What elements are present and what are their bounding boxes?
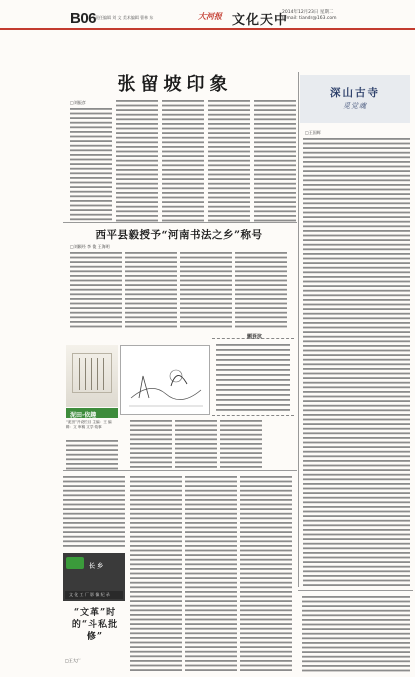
- sidebar-title: 深山古寺: [330, 87, 380, 99]
- bottom-author: □王大广: [65, 658, 81, 663]
- issue-date: 2014年12月23日 星期二: [282, 10, 334, 15]
- column-meta: “泥田”开设栏目 主编：王 编辑：文 审稿 文学·故事: [66, 420, 112, 429]
- page-number: B06: [70, 10, 97, 27]
- calligraphy-scroll: [72, 353, 112, 393]
- editor-info: 责任编辑 刘 文 美术编辑 曹林 东: [95, 15, 154, 20]
- calligraphy-photo: [66, 345, 118, 407]
- section-name: 文化天中: [232, 13, 289, 28]
- poem-box: [212, 338, 294, 416]
- ink-illustration: [120, 345, 210, 415]
- section-divider: [298, 590, 413, 591]
- photo-caption-strip: [65, 591, 123, 599]
- article-headline-2: 西平县毅授予“河南书法之乡”称号: [95, 229, 263, 241]
- section-divider: [63, 470, 297, 471]
- column-divider: [298, 72, 299, 587]
- column-flag-text: 长 乡: [89, 563, 104, 570]
- column-label-text: 泥田·依趣: [70, 411, 97, 419]
- article-byline: □刘振彦: [70, 100, 86, 105]
- column-flag: [66, 557, 84, 569]
- photo-caption: 文 化 工 厂 影 像 纪 录: [69, 592, 110, 597]
- contact-email: E-mail: tiandr@163.com: [282, 16, 337, 21]
- sidebar-subtitle: 觅觉魂: [343, 102, 367, 110]
- bottom-feature-photo: [63, 553, 125, 601]
- sidebar-byline: □王国辉: [305, 130, 321, 135]
- article-byline-2: □刘颖经 李 俊 王海明: [70, 244, 110, 249]
- column-label: [66, 408, 118, 418]
- section-divider: [63, 222, 297, 223]
- article-headline: 张留坡印象: [117, 74, 233, 95]
- paper-logo: 大河报: [198, 11, 222, 21]
- bottom-headline: “文革”时的“斗私批修”: [71, 608, 119, 642]
- poem-title: 题吾坑: [247, 334, 263, 340]
- ink-drawing: [121, 346, 211, 416]
